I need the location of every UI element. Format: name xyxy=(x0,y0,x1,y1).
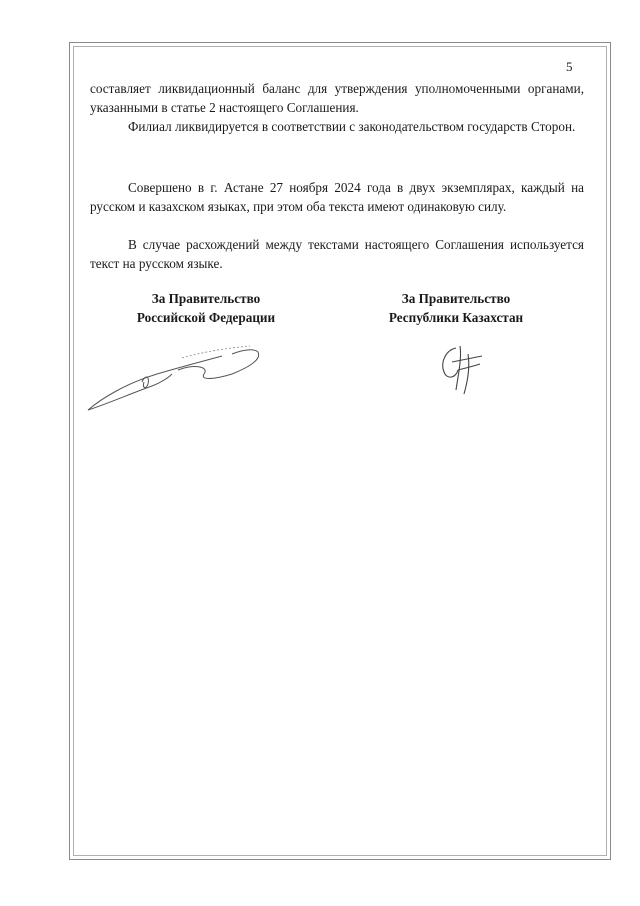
signatory-kazakhstan xyxy=(336,289,576,327)
paragraph-discrepancies: В случае расхождений между текстами настоящего Соглашения используется текст на русском языке. xyxy=(90,237,584,271)
signatory-russia xyxy=(86,289,326,327)
signature-kazakhstan xyxy=(434,340,494,400)
signatory-kazakhstan-line2: Республики Казахстан xyxy=(388,310,524,325)
paragraph-liquidation-balance: составляет ликвидационный баланс для утверждения уполномоченными органами, указанными в статье 2 настоящего Соглашения. xyxy=(90,81,584,115)
signature-russia xyxy=(82,338,272,418)
signatory-russia-line1: За Правительство xyxy=(151,291,261,306)
signatory-kazakhstan-line1: За Правительство xyxy=(401,291,511,306)
page-number: 5 xyxy=(566,59,573,74)
paragraph-branch-liquidation: Филиал ликвидируется в соответствии с законодательством государств Сторон. xyxy=(128,119,576,134)
signatory-russia-line2: Российской Федерации xyxy=(136,310,276,325)
paragraph-done-at: Совершено в г. Астане 27 ноября 2024 года в двух экземплярах, каждый на русском и казахском языках, при этом оба текста имеют одинаковую силу. xyxy=(90,180,584,214)
page-border-inner xyxy=(73,46,607,856)
